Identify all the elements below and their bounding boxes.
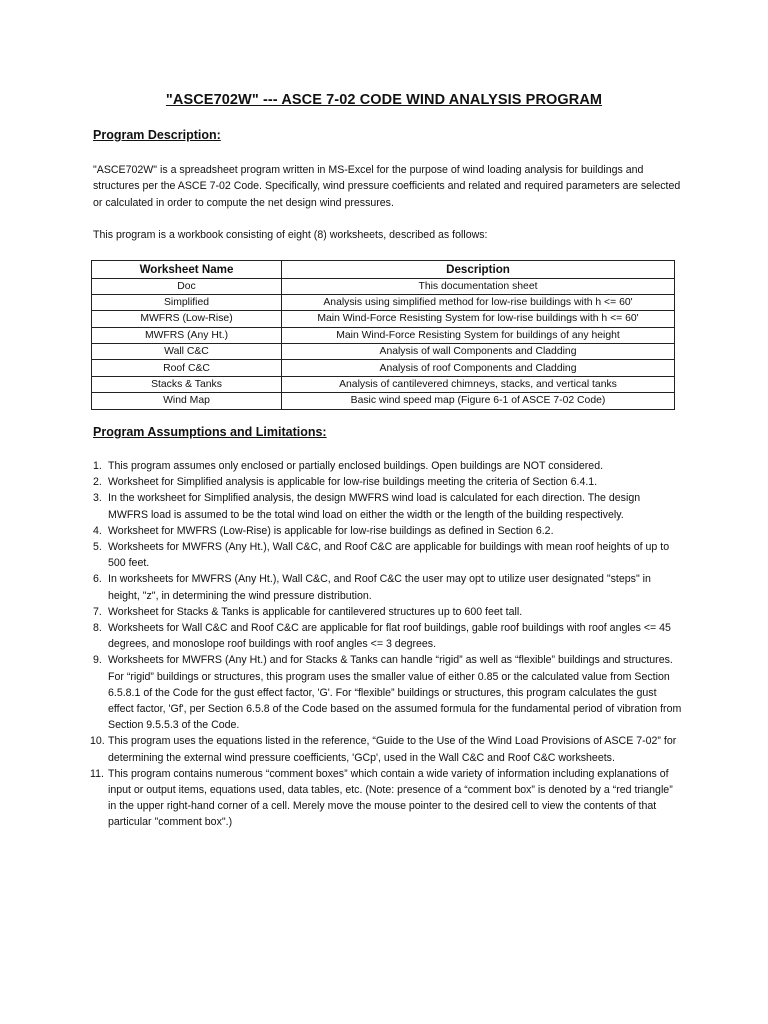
- worksheet-description-cell: Analysis of wall Components and Cladding: [282, 344, 675, 360]
- list-item-number: 9.: [93, 654, 102, 667]
- list-item-number: 7.: [93, 605, 102, 618]
- worksheet-description-cell: Basic wind speed map (Figure 6-1 of ASCE 7-02 Code): [282, 393, 675, 409]
- worksheet-description-cell: Analysis using simplified method for low-rise buildings with h <= 60': [282, 294, 675, 310]
- list-item-number: 6.: [93, 573, 102, 586]
- table-row: [92, 311, 675, 327]
- table-row: [92, 278, 675, 294]
- worksheet-name-cell: Doc: [92, 278, 282, 294]
- worksheet-description-cell: Main Wind-Force Resisting System for buildings of any height: [282, 327, 675, 343]
- list-item: [90, 766, 683, 831]
- table-row: [92, 376, 675, 392]
- worksheet-description-cell: Analysis of cantilevered chimneys, stacks, and vertical tanks: [282, 376, 675, 392]
- worksheet-name-cell: Simplified: [92, 294, 282, 310]
- list-item-text: In the worksheet for Simplified analysis, the design MWFRS wind load is calculated for each direction. The design MWFRS load is assumed to be the total wind load on either the width or the length of the building respectively.: [108, 492, 641, 521]
- worksheet-description-cell: This documentation sheet: [282, 278, 675, 294]
- table-row: [92, 344, 675, 360]
- list-item-number: 4.: [93, 524, 102, 537]
- list-item-text: This program assumes only enclosed or partially enclosed buildings. Open buildings are NOT considered.: [108, 460, 604, 472]
- list-item-text: Worksheet for Simplified analysis is applicable for low-rise buildings meeting the criteria of Section 6.4.1.: [108, 476, 598, 489]
- document-title: "ASCE702W" --- ASCE 7-02 CODE WIND ANALYSIS PROGRAM: [165, 92, 603, 108]
- worksheet-name-column-header: Worksheet Name: [92, 261, 282, 279]
- list-item-number: 1.: [93, 460, 102, 472]
- list-item-number: 8.: [93, 622, 102, 635]
- workbook-intro-paragraph: This program is a workbook consisting of eight (8) worksheets, described as follows:: [93, 229, 488, 241]
- list-item-number: 5.: [93, 541, 102, 554]
- list-item-text: In worksheets for MWFRS (Any Ht.), Wall C&C, and Roof C&C the user may opt to utilize user designated "steps" in height, "z", in determining the wind pressure distribution.: [108, 573, 651, 602]
- list-item: [93, 458, 683, 474]
- list-item: [93, 539, 683, 571]
- list-item: [93, 652, 683, 733]
- list-item-text: Worksheet for MWFRS (Low-Rise) is applicable for low-rise buildings as defined in Section 6.2.: [108, 524, 554, 537]
- list-item: [93, 523, 683, 539]
- worksheet-description-cell: Main Wind-Force Resisting System for low-rise buildings with h <= 60': [282, 311, 675, 327]
- table-row: [92, 393, 675, 409]
- table-row: [92, 327, 675, 343]
- program-description-heading: Program Description:: [93, 128, 221, 142]
- worksheet-table-header-row: [92, 261, 675, 279]
- worksheet-description-cell: Analysis of roof Components and Cladding: [282, 360, 675, 376]
- worksheet-name-cell: MWFRS (Any Ht.): [92, 327, 282, 343]
- list-item-text: This program contains numerous “comment boxes” which contain a wide variety of information including explanations of input or output items, equations used, data tables, etc. (Note: presence of a “comment box” is denoted by a “red triangle” in the upper right-hand corner of a cell. Merely move the mouse pointer to the desired cell to view the contents of that particular "comment box".): [108, 767, 673, 829]
- list-item-text: This program uses the equations listed in the reference, “Guide to the Use of the Wind Load Provisions of ASCE 7-02” for determining the external wind pressure coefficients, 'GCp', used in the Wall C&C and Roof C&C worksheets.: [108, 735, 677, 764]
- worksheet-name-cell: Wind Map: [92, 393, 282, 409]
- list-item: [93, 490, 683, 522]
- list-item: [93, 604, 683, 620]
- list-item: [93, 571, 683, 603]
- list-item-number: 3.: [93, 492, 102, 505]
- worksheet-name-cell: Stacks & Tanks: [92, 376, 282, 392]
- list-item-text: Worksheets for MWFRS (Any Ht.), Wall C&C, and Roof C&C are applicable for buildings with mean roof heights of up to 500 feet.: [108, 541, 670, 570]
- worksheet-name-cell: Wall C&C: [92, 344, 282, 360]
- worksheet-name-cell: MWFRS (Low-Rise): [92, 311, 282, 327]
- list-item-number: 10.: [90, 735, 105, 748]
- description-column-header: Description: [282, 261, 675, 279]
- list-item: [93, 620, 683, 652]
- list-item: [90, 733, 683, 765]
- program-description-paragraph: "ASCE702W" is a spreadsheet program written in MS-Excel for the purpose of wind loading analysis for buildings and structures per the ASCE 7-02 Code. Specifically, wind pressure coefficients and related and required parameters are selected or calculated in order to compute the net design wind pressures.: [93, 164, 681, 209]
- assumptions-heading: Program Assumptions and Limitations:: [93, 425, 327, 439]
- list-item-number: 11.: [90, 767, 104, 780]
- list-item-text: Worksheets for Wall C&C and Roof C&C are applicable for flat roof buildings, gable roof buildings with roof angles <= 45 degrees, and monoslope roof buildings with roof angles <= 3 degrees.: [108, 622, 671, 651]
- table-row: [92, 294, 675, 310]
- list-item-text: Worksheet for Stacks & Tanks is applicable for cantilevered structures up to 600 feet tall.: [108, 605, 523, 618]
- list-item-text: Worksheets for MWFRS (Any Ht.) and for Stacks & Tanks can handle “rigid” as well as “flexible” buildings and structures. For “rigid” buildings or structures, this program uses the smaller value of either 0.85 or the calculated value from Section 6.5.8.1 of the Code for the gust effect factor, 'G'. For “flexible” buildings or structures, this program calculates the gust effect factor, 'Gf', per Section 6.5.8 of the Code based on the assumed formula for the fundamental period of vibration from Section 9.5.5.3 of the Code.: [108, 654, 682, 732]
- list-item: [93, 474, 683, 490]
- assumptions-list: [90, 458, 683, 831]
- worksheet-name-cell: Roof C&C: [92, 360, 282, 376]
- table-row: [92, 360, 675, 376]
- worksheet-table: [91, 260, 675, 410]
- list-item-number: 2.: [93, 476, 102, 489]
